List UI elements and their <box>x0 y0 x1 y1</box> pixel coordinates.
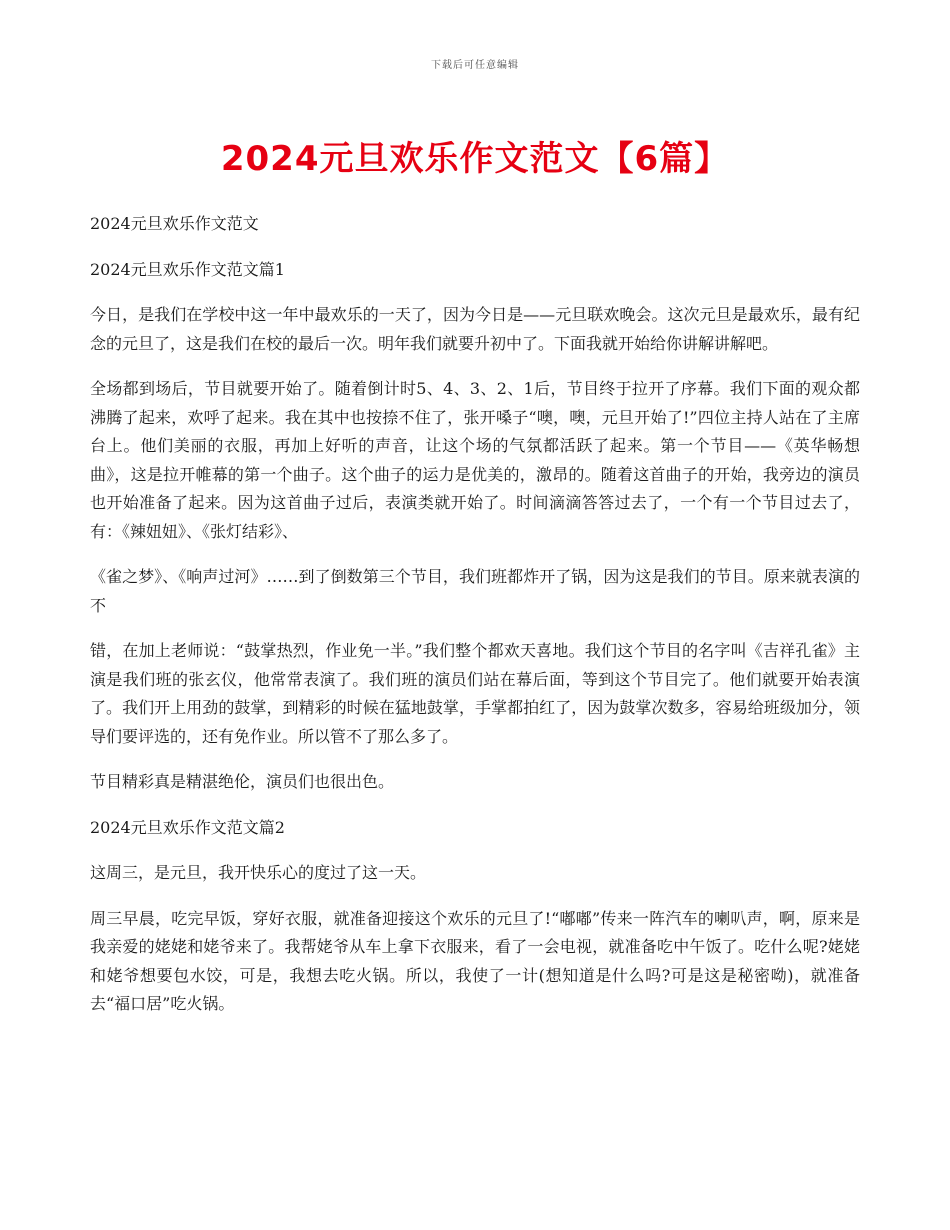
section-heading-1: 2024元旦欢乐作文范文篇1 <box>90 259 285 279</box>
paragraph: 《雀之梦》、《响声过河》……到了倒数第三个节目，我们班都炸开了锅，因为这是我们的节目。原来就表演的不 <box>90 567 860 615</box>
paragraph: 这周三，是元旦，我开快乐心的度过了这一天。 <box>90 863 427 882</box>
paragraph: 今日，是我们在学校中这一年中最欢乐的一天了，因为今日是——元旦联欢晚会。这次元旦是最欢乐，最有纪念的元旦了，这是我们在校的最后一次。明年我们就要升初中了。下面我就开始给你讲解讲解吧。 <box>90 305 860 353</box>
document-title: 2024元旦欢乐作文范文【6篇】 <box>220 139 730 179</box>
paragraph: 节目精彩真是精湛绝伦，演员们也很出色。 <box>90 772 395 791</box>
page-header-note: 下载后可任意编辑 <box>431 60 519 71</box>
paragraph: 周三早晨，吃完早饭，穿好衣服，就准备迎接这个欢乐的元旦了!“嘟嘟”传来一阵汽车的喇叭声，啊，原来是我亲爱的姥姥和姥爷来了。我帮姥爷从车上拿下衣服来，看了一会电视，就准备吃中午饭了。吃什么呢?姥姥和姥爷想要包水饺，可是，我想去吃火锅。所以，我使了一计(想知道是什么吗?可是这是秘密呦)，就准备去“福口居”吃火锅。 <box>90 908 860 1013</box>
section-heading-2: 2024元旦欢乐作文范文篇2 <box>90 817 285 837</box>
document-body <box>90 210 860 1036</box>
paragraph: 全场都到场后，节目就要开始了。随着倒计时5、4、3、2、1后，节目终于拉开了序幕。我们下面的观众都沸腾了起来，欢呼了起来。我在其中也按捺不住了，张开嗓子“噢，噢，元旦开始了!”四位主持人站在了主席台上。他们美丽的衣服，再加上好听的声音，让这个场的气氛都活跃了起来。第一个节目——《英华畅想曲》，这是拉开帷幕的第一个曲子。这个曲子的运力是优美的，激昂的。随着这首曲子的开始，我旁边的演员也开始准备了起来。因为这首曲子过后，表演类就开始了。时间滴滴答答过去了，一个有一个节目过去了，有：《辣妞妞》、《张灯结彩》、 <box>90 379 860 541</box>
subtitle-line: 2024元旦欢乐作文范文 <box>90 214 259 233</box>
paragraph: 错，在加上老师说：“鼓掌热烈，作业免一半。”我们整个都欢天喜地。我们这个节目的名字叫《吉祥孔雀》主演是我们班的张玄仪，他常常表演了。我们班的演员们站在幕后面，等到这个节目完了。他们就要开始表演了。我们开上用劲的鼓掌，到精彩的时候在猛地鼓掌，手掌都拍红了，因为鼓掌次数多，容易给班级加分，领导们要评选的，还有免作业。所以管不了那么多了。 <box>90 641 860 746</box>
